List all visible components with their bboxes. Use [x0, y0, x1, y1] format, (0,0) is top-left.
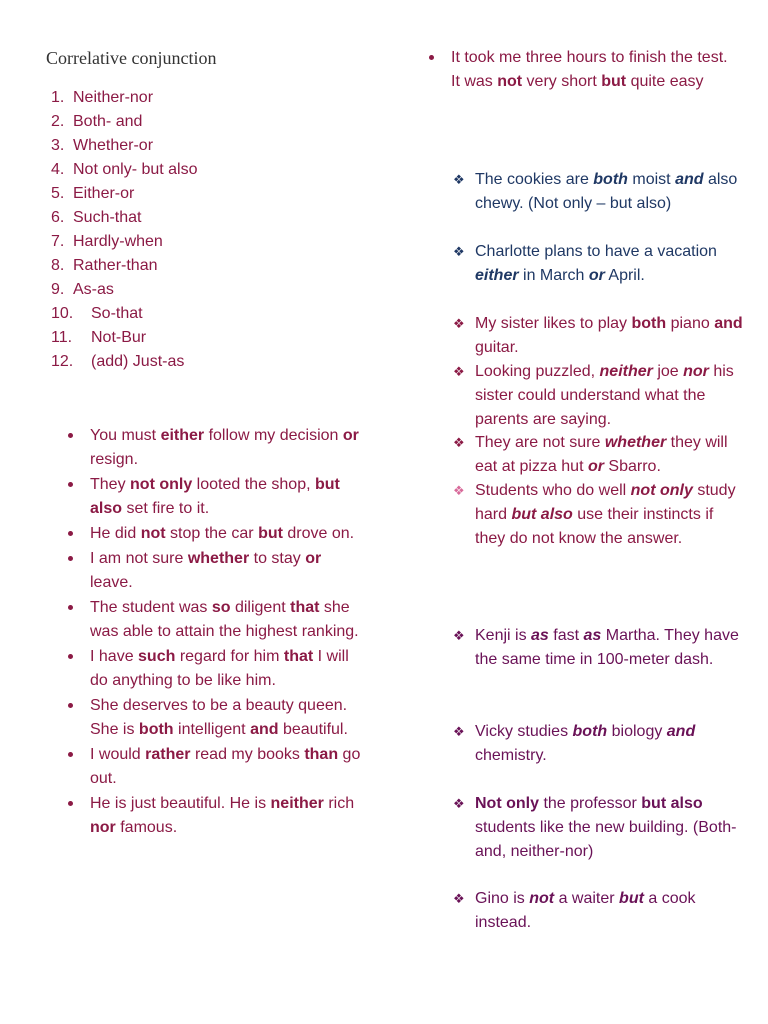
list-item [51, 110, 198, 134]
conjunction-keyword: and [675, 171, 704, 188]
sentence-text: follow my decision [204, 427, 343, 444]
diamond-bullet-icon: ❖ [453, 724, 465, 739]
conjunction-keyword: but [601, 73, 627, 90]
list-text: Whether-or [73, 137, 154, 154]
conjunction-keyword: as [583, 627, 602, 644]
list-item [66, 424, 366, 472]
sentence-text: biology [607, 723, 667, 740]
list-text: Such-that [73, 209, 142, 226]
diamond-bullet-icon: ❖ [453, 483, 465, 498]
sentence-text: go out. [90, 746, 361, 787]
list-text: Both- and [73, 113, 143, 130]
sentence-text: diligent [230, 599, 291, 616]
list-item [66, 547, 366, 595]
sentence-text: stop the car [165, 525, 259, 542]
list-item [66, 596, 366, 644]
sentence-text: leave. [90, 574, 133, 591]
conjunction-keyword: either [160, 427, 205, 444]
sentence-text: I am not sure [90, 550, 188, 567]
bullet-icon [68, 531, 73, 536]
sentence-text: resign. [90, 451, 139, 468]
diamond-bullet-icon: ❖ [453, 316, 465, 331]
list-number: 7. [51, 233, 65, 250]
sentence-text: famous. [115, 819, 178, 836]
conjunction-keyword: and [666, 723, 696, 740]
conjunction-keyword: so [211, 599, 231, 616]
sentence-text: a waiter [554, 890, 620, 907]
list-item [51, 350, 198, 374]
sentence-text: Martha. They have the same time in 100-meter dash. [475, 627, 739, 668]
conjunction-keyword: as [531, 627, 549, 644]
sentence-text: a cook instead. [475, 890, 696, 931]
sentence-text: guitar. [475, 339, 519, 356]
sentence-text: moist [627, 171, 676, 188]
diamond-bullet-icon: ❖ [453, 435, 465, 450]
list-number: 11. [51, 329, 73, 346]
diamond-bullet-icon: ❖ [453, 244, 465, 259]
list-item [51, 158, 198, 182]
sentence-text: He did [90, 525, 141, 542]
conjunction-keyword: either [475, 267, 519, 284]
conjunction-keyword: nor [90, 819, 116, 836]
sentence-text: beautiful. [278, 721, 348, 738]
list-number: 9. [51, 281, 65, 298]
sentence-text: regard for him [175, 648, 284, 665]
sentence-text: students like the new building. (Both-and, neither-nor) [475, 819, 737, 860]
conjunction-keyword: not only [630, 482, 693, 499]
conjunction-keyword: or [587, 458, 604, 475]
conjunction-keyword: or [342, 427, 359, 444]
list-item [51, 254, 198, 278]
list-item [66, 792, 366, 840]
list-text: Not only- but also [73, 161, 198, 178]
bullet-icon [68, 482, 73, 487]
list-item [427, 46, 737, 94]
diamond-bullet-icon: ❖ [453, 628, 465, 643]
conjunction-keyword: both [572, 723, 608, 740]
sentence-text: use their instincts if they do not know the answer. [475, 506, 714, 547]
sentence-text: study hard [475, 482, 736, 523]
sentence-text: looted the shop, [192, 476, 315, 493]
sentence-text: Gino is [475, 890, 530, 907]
list-item [453, 360, 747, 432]
conjunction-keyword: but also [90, 476, 340, 517]
list-item [453, 479, 747, 551]
conjunction-list [51, 86, 198, 374]
list-item [453, 312, 747, 360]
list-item [51, 326, 198, 350]
diamond-bullet-icon: ❖ [453, 172, 465, 187]
sentence-text: Students who do well [475, 482, 631, 499]
sentence-text: I have [90, 648, 139, 665]
conjunction-keyword: than [304, 746, 339, 763]
list-item [51, 182, 198, 206]
conjunction-keyword: not [497, 73, 523, 90]
conjunction-keyword: not [529, 890, 555, 907]
list-text: (add) Just-as [91, 353, 185, 370]
list-item [453, 431, 747, 479]
list-number: 8. [51, 257, 65, 274]
sentence-text: also chewy. (Not only – but also) [475, 171, 738, 212]
sentence-text: fast [548, 627, 584, 644]
list-text: Either-or [73, 185, 135, 202]
list-text: As-as [73, 281, 114, 298]
list-text: Neither-nor [73, 89, 154, 106]
bullet-icon [68, 605, 73, 610]
sentence-text: drove on. [282, 525, 355, 542]
list-item [66, 743, 366, 791]
list-number: 2. [51, 113, 65, 130]
list-text: Not-Bur [91, 329, 147, 346]
list-item [453, 624, 747, 672]
list-item [51, 86, 198, 110]
conjunction-keyword: nor [683, 363, 709, 380]
sentence-text: They are not sure [475, 434, 605, 451]
sentence-text: intelligent [173, 721, 251, 738]
sentence-text: Vicky studies [475, 723, 573, 740]
list-item [66, 522, 366, 546]
list-item [66, 694, 366, 742]
conjunction-keyword: both [138, 721, 174, 738]
sentence-text: chemistry. [475, 747, 547, 764]
sentence-text: The cookies are [475, 171, 594, 188]
conjunction-keyword: not [140, 525, 166, 542]
sentence-text: she was able to attain the highest ranking. [90, 599, 359, 640]
conjunction-keyword: but [619, 890, 644, 907]
list-number: 6. [51, 209, 65, 226]
conjunction-keyword: such [138, 648, 176, 665]
list-number: 10. [51, 305, 74, 322]
example-sentences-left [66, 424, 366, 841]
sentence-text: to stay [249, 550, 306, 567]
sentence-text: quite easy [626, 73, 704, 90]
list-item [51, 302, 198, 326]
conjunction-keyword: but also [641, 795, 703, 812]
sentence-text: rich [323, 795, 355, 812]
sentence-text: I will do anything to be like him. [90, 648, 349, 689]
list-item [453, 720, 747, 768]
conjunction-keyword: but [258, 525, 283, 542]
bullet-icon [68, 703, 73, 708]
sentence-text: piano [666, 315, 715, 332]
sentence-text: He is just beautiful. He is [90, 795, 271, 812]
conjunction-keyword: and [250, 721, 279, 738]
conjunction-keyword: neither [599, 363, 653, 380]
list-text: So-that [91, 305, 143, 322]
sentence-text: they will eat at pizza hut [475, 434, 728, 475]
list-item [51, 278, 198, 302]
list-number: 1. [51, 89, 65, 106]
list-item [51, 230, 198, 254]
sentence-text: My sister likes to play [475, 315, 632, 332]
bullet-icon [68, 433, 73, 438]
conjunction-keyword: whether [604, 434, 667, 451]
conjunction-keyword: that [283, 648, 314, 665]
conjunction-keyword: that [290, 599, 320, 616]
list-item [66, 645, 366, 693]
list-number: 4. [51, 161, 65, 178]
sentence-text: I would [90, 746, 146, 763]
sentence-text: joe [652, 363, 684, 380]
sentence-text: Kenji is [475, 627, 532, 644]
sentence-text: Charlotte plans to have a vacation [475, 243, 717, 260]
sentence-text: Looking puzzled, [475, 363, 600, 380]
sentence-text: The student was [90, 599, 212, 616]
conjunction-keyword: neither [270, 795, 324, 812]
list-item [453, 887, 747, 935]
sentence-text: She deserves to be a beauty queen. She is [90, 697, 348, 738]
list-item [51, 206, 198, 230]
conjunction-keyword: both [593, 171, 628, 188]
conjunction-keyword: both [631, 315, 667, 332]
diamond-bullet-icon: ❖ [453, 891, 465, 906]
sentence-text: You must [90, 427, 161, 444]
sentence-text: the professor [539, 795, 642, 812]
bullet-icon [429, 55, 434, 60]
list-text: Hardly-when [73, 233, 163, 250]
conjunction-keyword: but also [511, 506, 573, 523]
sentence-text: read my books [190, 746, 305, 763]
list-number: 5. [51, 185, 65, 202]
list-item [51, 134, 198, 158]
sentence-text: set fire to it. [122, 500, 210, 517]
list-number: 12. [51, 353, 74, 370]
sentence-text: his sister could understand what the parents are saying. [475, 363, 734, 428]
diamond-bullet-icon: ❖ [453, 364, 465, 379]
conjunction-keyword: whether [187, 550, 250, 567]
conjunction-keyword: or [588, 267, 605, 284]
sentence-text: Sbarro. [603, 458, 661, 475]
list-item [66, 473, 366, 521]
sentence-text: April. [604, 267, 645, 284]
list-item [453, 168, 747, 216]
conjunction-keyword: not only [130, 476, 193, 493]
diamond-bullet-icon: ❖ [453, 796, 465, 811]
conjunction-keyword: or [305, 550, 322, 567]
bullet-icon [68, 752, 73, 757]
conjunction-keyword: rather [145, 746, 191, 763]
sentence-text: in March [518, 267, 589, 284]
bullet-icon [68, 801, 73, 806]
page-title: Correlative conjunction [46, 48, 217, 68]
list-number: 3. [51, 137, 65, 154]
sentence-text: It took me three hours to finish the test. It was [451, 49, 728, 90]
bullet-icon [68, 654, 73, 659]
conjunction-keyword: Not only [475, 795, 539, 812]
conjunction-keyword: and [714, 315, 743, 332]
sentence-text: very short [522, 73, 602, 90]
sentence-text: They [90, 476, 131, 493]
list-item [453, 792, 747, 864]
list-item [453, 240, 747, 288]
example-sentence-right [427, 46, 737, 95]
bullet-icon [68, 556, 73, 561]
list-text: Rather-than [73, 257, 158, 274]
